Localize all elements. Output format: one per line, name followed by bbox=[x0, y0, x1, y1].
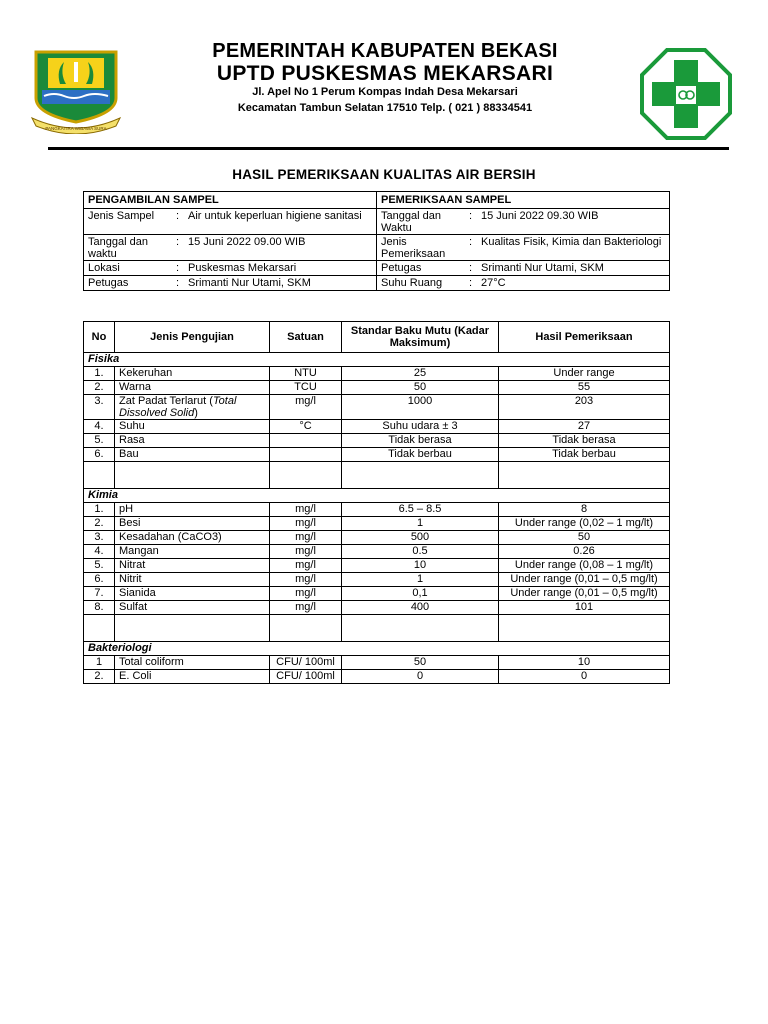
sample-info-value: Srimanti Nur Utami, SKM bbox=[188, 277, 311, 289]
table-row bbox=[84, 573, 670, 587]
table-row bbox=[84, 587, 670, 601]
sample-info-colon: : bbox=[469, 277, 473, 289]
table-row bbox=[84, 381, 670, 395]
table-row bbox=[84, 656, 670, 670]
sample-info-cell bbox=[84, 235, 377, 261]
parameter-cell: Sianida bbox=[115, 587, 270, 601]
standard-cell: 10 bbox=[342, 559, 499, 573]
address-line-2: Kecamatan Tambun Selatan 17510 Telp. ( 021 ) 88334541 bbox=[237, 102, 533, 114]
sample-info-row bbox=[84, 235, 670, 261]
government-name: PEMERINTAH KABUPATEN BEKASI bbox=[212, 40, 558, 62]
unit-cell: NTU bbox=[270, 367, 342, 381]
results-table bbox=[83, 321, 670, 684]
row-number: 4. bbox=[84, 420, 115, 434]
result-cell: Tidak berasa bbox=[499, 434, 670, 448]
col-header-unit: Satuan bbox=[270, 322, 342, 353]
row-number: 5. bbox=[84, 559, 115, 573]
standard-cell: 400 bbox=[342, 601, 499, 615]
parameter-cell: Nitrit bbox=[115, 573, 270, 587]
unit-cell: mg/l bbox=[270, 517, 342, 531]
col-header-result: Hasil Pemeriksaan bbox=[499, 322, 670, 353]
puskesmas-cross-logo bbox=[640, 48, 732, 140]
result-cell: 101 bbox=[499, 601, 670, 615]
standard-cell: 50 bbox=[342, 656, 499, 670]
spacer-cell bbox=[270, 462, 342, 489]
unit-cell: °C bbox=[270, 420, 342, 434]
table-row bbox=[84, 531, 670, 545]
table-row bbox=[84, 434, 670, 448]
table-row bbox=[84, 420, 670, 434]
parameter-cell: Nitrat bbox=[115, 559, 270, 573]
unit-cell: mg/l bbox=[270, 545, 342, 559]
sample-info-cell bbox=[377, 276, 670, 291]
standard-cell: 500 bbox=[342, 531, 499, 545]
sample-info-label: Tanggal dan Waktu bbox=[381, 210, 441, 234]
unit-cell: CFU/ 100ml bbox=[270, 656, 342, 670]
sample-info-label: Jenis Sampel bbox=[88, 210, 155, 222]
parameter-cell: E. Coli bbox=[115, 670, 270, 684]
parameter-cell: pH bbox=[115, 503, 270, 517]
row-number: 3. bbox=[84, 531, 115, 545]
address-line-1: Jl. Apel No 1 Perum Kompas Indah Desa Mekarsari bbox=[252, 86, 518, 98]
table-row bbox=[84, 367, 670, 381]
parameter-cell: Besi bbox=[115, 517, 270, 531]
spacer-cell bbox=[115, 615, 270, 642]
sample-info-colon: : bbox=[176, 277, 180, 289]
sample-info-value: Puskesmas Mekarsari bbox=[188, 262, 297, 274]
parameter-cell: Kekeruhan bbox=[115, 367, 270, 381]
parameter-cell: Warna bbox=[115, 381, 270, 395]
section-row bbox=[84, 353, 670, 367]
sample-info-value: 15 Juni 2022 09.00 WIB bbox=[188, 236, 306, 248]
sample-info-colon: : bbox=[469, 236, 473, 248]
table-row bbox=[84, 601, 670, 615]
row-number: 2. bbox=[84, 381, 115, 395]
unit-cell: mg/l bbox=[270, 503, 342, 517]
result-cell: 8 bbox=[499, 503, 670, 517]
parameter-cell: Sulfat bbox=[115, 601, 270, 615]
organization-name: UPTD PUSKESMAS MEKARSARI bbox=[216, 62, 554, 85]
spacer-cell bbox=[270, 615, 342, 642]
parameter-cell: Zat Padat Terlarut (Total Dissolved Solid) bbox=[115, 395, 270, 420]
section-row bbox=[84, 642, 670, 656]
result-cell: 50 bbox=[499, 531, 670, 545]
result-cell: 0 bbox=[499, 670, 670, 684]
sampling-header: PENGAMBILAN SAMPEL bbox=[84, 192, 377, 209]
standard-cell: 1 bbox=[342, 517, 499, 531]
sample-info-cell bbox=[84, 209, 377, 235]
sample-info-row bbox=[84, 261, 670, 276]
unit-cell: mg/l bbox=[270, 573, 342, 587]
table-row bbox=[84, 448, 670, 462]
result-cell: Under range (0,01 – 0,5 mg/lt) bbox=[499, 587, 670, 601]
standard-cell: 1000 bbox=[342, 395, 499, 420]
document-title: HASIL PEMERIKSAAN KUALITAS AIR BERSIH bbox=[232, 167, 536, 182]
result-cell: Tidak berbau bbox=[499, 448, 670, 462]
table-row bbox=[84, 503, 670, 517]
sample-info-cell bbox=[84, 276, 377, 291]
unit-cell: mg/l bbox=[270, 587, 342, 601]
sample-info-label: Tanggal dan waktu bbox=[88, 236, 148, 260]
spacer-cell bbox=[499, 462, 670, 489]
spacer-row bbox=[84, 615, 670, 642]
sample-info-cell bbox=[84, 261, 377, 276]
header-divider bbox=[48, 147, 729, 150]
row-number: 4. bbox=[84, 545, 115, 559]
standard-cell: 25 bbox=[342, 367, 499, 381]
sample-info-cell bbox=[377, 235, 670, 261]
row-number: 7. bbox=[84, 587, 115, 601]
result-cell: Under range (0,02 – 1 mg/lt) bbox=[499, 517, 670, 531]
row-number: 1. bbox=[84, 367, 115, 381]
spacer-row bbox=[84, 462, 670, 489]
section-label: Fisika bbox=[84, 353, 670, 367]
row-number: 2. bbox=[84, 517, 115, 531]
result-cell: Under range bbox=[499, 367, 670, 381]
row-number: 5. bbox=[84, 434, 115, 448]
parameter-cell: Kesadahan (CaCO3) bbox=[115, 531, 270, 545]
table-row bbox=[84, 559, 670, 573]
standard-cell: Tidak berbau bbox=[342, 448, 499, 462]
row-number: 1. bbox=[84, 503, 115, 517]
row-number: 6. bbox=[84, 573, 115, 587]
spacer-cell bbox=[499, 615, 670, 642]
sample-info-colon: : bbox=[176, 262, 180, 274]
row-number: 1 bbox=[84, 656, 115, 670]
sample-info-label: Petugas bbox=[381, 262, 422, 274]
standard-cell: Tidak berasa bbox=[342, 434, 499, 448]
row-number: 3. bbox=[84, 395, 115, 420]
result-cell: 27 bbox=[499, 420, 670, 434]
spacer-cell bbox=[84, 462, 115, 489]
section-row bbox=[84, 489, 670, 503]
unit-cell: mg/l bbox=[270, 559, 342, 573]
sample-info-colon: : bbox=[469, 210, 473, 222]
section-label: Bakteriologi bbox=[84, 642, 670, 656]
sample-info-colon: : bbox=[176, 236, 180, 248]
parameter-cell: Mangan bbox=[115, 545, 270, 559]
sample-info-cell bbox=[377, 209, 670, 235]
sample-info-table bbox=[83, 191, 670, 291]
sample-info-row bbox=[84, 209, 670, 235]
result-cell: 203 bbox=[499, 395, 670, 420]
result-cell: 10 bbox=[499, 656, 670, 670]
col-header-no: No bbox=[84, 322, 115, 353]
sample-info-label: Lokasi bbox=[88, 262, 120, 274]
table-row bbox=[84, 670, 670, 684]
result-cell: Under range (0,01 – 0,5 mg/lt) bbox=[499, 573, 670, 587]
unit-cell: mg/l bbox=[270, 395, 342, 420]
standard-cell: 0,1 bbox=[342, 587, 499, 601]
section-label: Kimia bbox=[84, 489, 670, 503]
sample-info-label: Suhu Ruang bbox=[381, 277, 443, 289]
parameter-cell: Bau bbox=[115, 448, 270, 462]
unit-cell: mg/l bbox=[270, 601, 342, 615]
sample-info-row bbox=[84, 276, 670, 291]
sample-info-value: 27°C bbox=[481, 277, 506, 289]
standard-cell: Suhu udara ± 3 bbox=[342, 420, 499, 434]
sample-info-cell bbox=[377, 261, 670, 276]
unit-cell: TCU bbox=[270, 381, 342, 395]
row-number: 2. bbox=[84, 670, 115, 684]
sample-info-value: Air untuk keperluan higiene sanitasi bbox=[188, 210, 362, 222]
unit-cell: mg/l bbox=[270, 531, 342, 545]
examination-header: PEMERIKSAAN SAMPEL bbox=[377, 192, 670, 209]
spacer-cell bbox=[115, 462, 270, 489]
table-row bbox=[84, 395, 670, 420]
standard-cell: 6.5 – 8.5 bbox=[342, 503, 499, 517]
parameter-cell: Total coliform bbox=[115, 656, 270, 670]
unit-cell bbox=[270, 434, 342, 448]
col-header-standard: Standar Baku Mutu (Kadar Maksimum) bbox=[342, 322, 499, 353]
standard-cell: 0 bbox=[342, 670, 499, 684]
result-cell: 55 bbox=[499, 381, 670, 395]
col-header-parameter: Jenis Pengujian bbox=[115, 322, 270, 353]
row-number: 6. bbox=[84, 448, 115, 462]
unit-cell: CFU/ 100ml bbox=[270, 670, 342, 684]
kabupaten-bekasi-crest-logo bbox=[30, 48, 122, 134]
spacer-cell bbox=[342, 615, 499, 642]
table-row bbox=[84, 517, 670, 531]
sample-info-label: Jenis Pemeriksaan bbox=[381, 236, 446, 260]
spacer-cell bbox=[342, 462, 499, 489]
spacer-cell bbox=[84, 615, 115, 642]
standard-cell: 1 bbox=[342, 573, 499, 587]
result-cell: 0.26 bbox=[499, 545, 670, 559]
parameter-cell: Suhu bbox=[115, 420, 270, 434]
result-cell: Under range (0,08 – 1 mg/lt) bbox=[499, 559, 670, 573]
crest-motto-text: PANGKATIRA WIBAWA SURA bbox=[45, 126, 107, 131]
sample-info-value: Srimanti Nur Utami, SKM bbox=[481, 262, 604, 274]
unit-cell bbox=[270, 448, 342, 462]
sample-info-value: Kualitas Fisik, Kimia dan Bakteriologi bbox=[481, 236, 662, 248]
row-number: 8. bbox=[84, 601, 115, 615]
sample-info-colon: : bbox=[176, 210, 180, 222]
standard-cell: 50 bbox=[342, 381, 499, 395]
table-row bbox=[84, 545, 670, 559]
sample-info-label: Petugas bbox=[88, 277, 129, 289]
parameter-cell: Rasa bbox=[115, 434, 270, 448]
standard-cell: 0.5 bbox=[342, 545, 499, 559]
sample-info-value: 15 Juni 2022 09.30 WIB bbox=[481, 210, 599, 222]
sample-info-colon: : bbox=[469, 262, 473, 274]
